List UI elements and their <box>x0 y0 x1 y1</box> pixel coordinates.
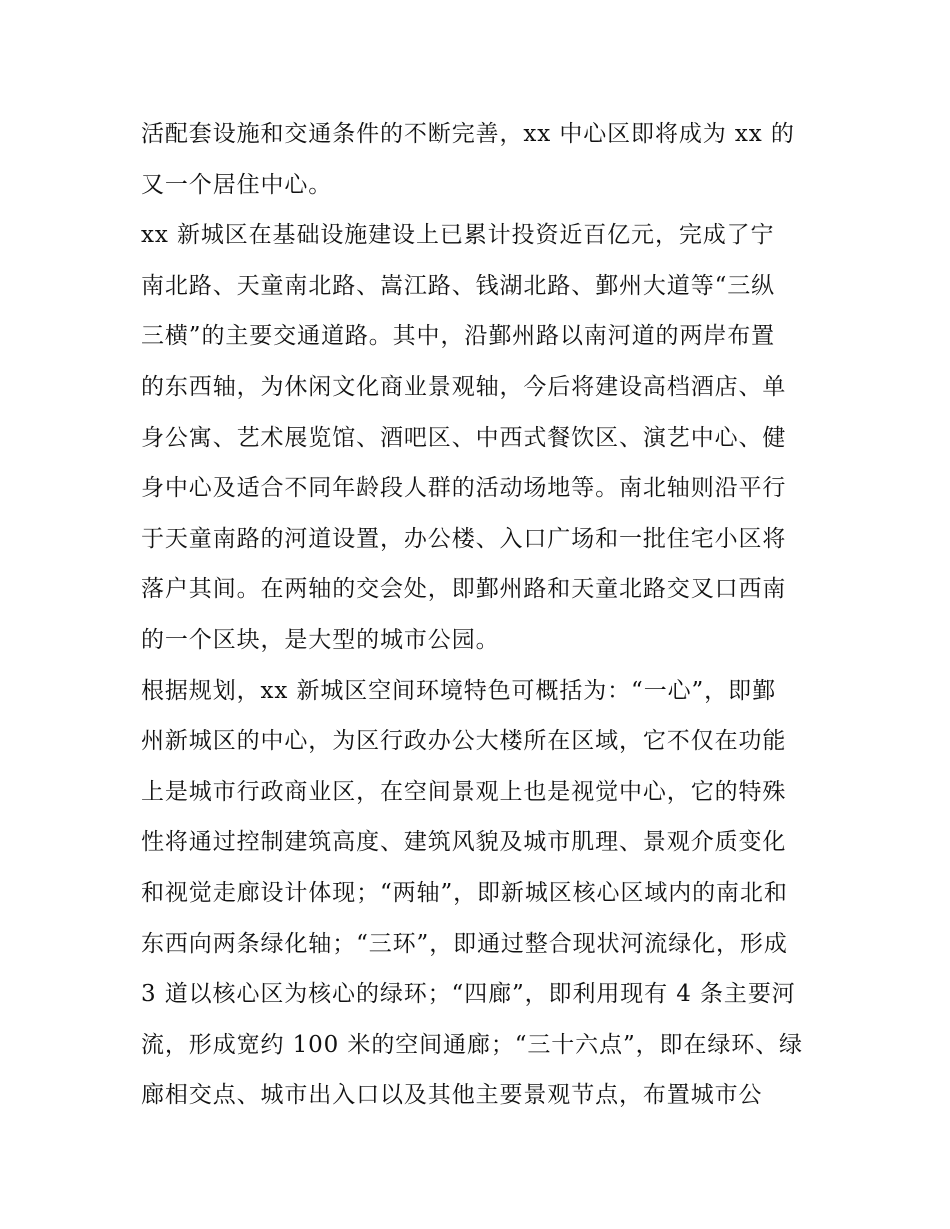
text-line: 活配套设施和交通条件的不断完善，xx 中心区即将成为 xx 的 <box>141 121 795 147</box>
text-line: 性将通过控制建筑高度、建筑风貌及城市肌理、景观介质变化 <box>141 829 787 856</box>
text-line: 3 道以核心区为核心的绿环；“四廊”，即利用现有 4 条主要河 <box>141 981 796 1008</box>
text-line: 三横”的主要交通道路。其中，沿鄞州路以南河道的两岸布置 <box>141 323 776 350</box>
text-line: 东西向两条绿化轴；“三环”，即通过整合现状河流绿化，形成 <box>141 930 788 957</box>
body-text <box>141 109 831 1121</box>
text-line: 的一个区块，是大型的城市公园。 <box>141 626 500 653</box>
text-line: 流，形成宽约 100 米的空间通廊；“三十六点”，即在绿环、绿 <box>141 1031 803 1058</box>
text-line: 南北路、天童南北路、嵩江路、钱湖北路、鄞州大道等“三纵 <box>141 272 776 299</box>
text-line: 和视觉走廊设计体现；“两轴”，即新城区核心区域内的南北和 <box>141 879 788 906</box>
text-line: 州新城区的中心，为区行政办公大楼所在区域，它不仅在功能 <box>141 728 787 755</box>
text-line: 又一个居住中心。 <box>141 171 333 198</box>
text-line: 落户其间。在两轴的交会处，即鄞州路和天童北路交叉口西南 <box>141 576 787 603</box>
text-line: 于天童南路的河道设置，办公楼、入口广场和一批住宅小区将 <box>141 525 787 552</box>
text-line: 身中心及适合不同年龄段人群的活动场地等。南北轴则沿平行 <box>141 475 787 502</box>
text-line: xx 新城区在基础设施建设上已累计投资近百亿元，完成了宁 <box>141 222 775 249</box>
text-line: 身公寓、艺术展览馆、酒吧区、中西式餐饮区、演艺中心、健 <box>141 424 787 451</box>
text-line: 根据规划，xx 新城区空间环境特色可概括为：“一心”，即鄞 <box>141 677 776 704</box>
text-line: 的东西轴，为休闲文化商业景观轴，今后将建设高档酒店、单 <box>141 373 787 400</box>
text-line: 上是城市行政商业区，在空间景观上也是视觉中心，它的特殊 <box>141 778 787 805</box>
text-line: 廊相交点、城市出入口以及其他主要景观节点，布置城市公 <box>141 1082 763 1109</box>
